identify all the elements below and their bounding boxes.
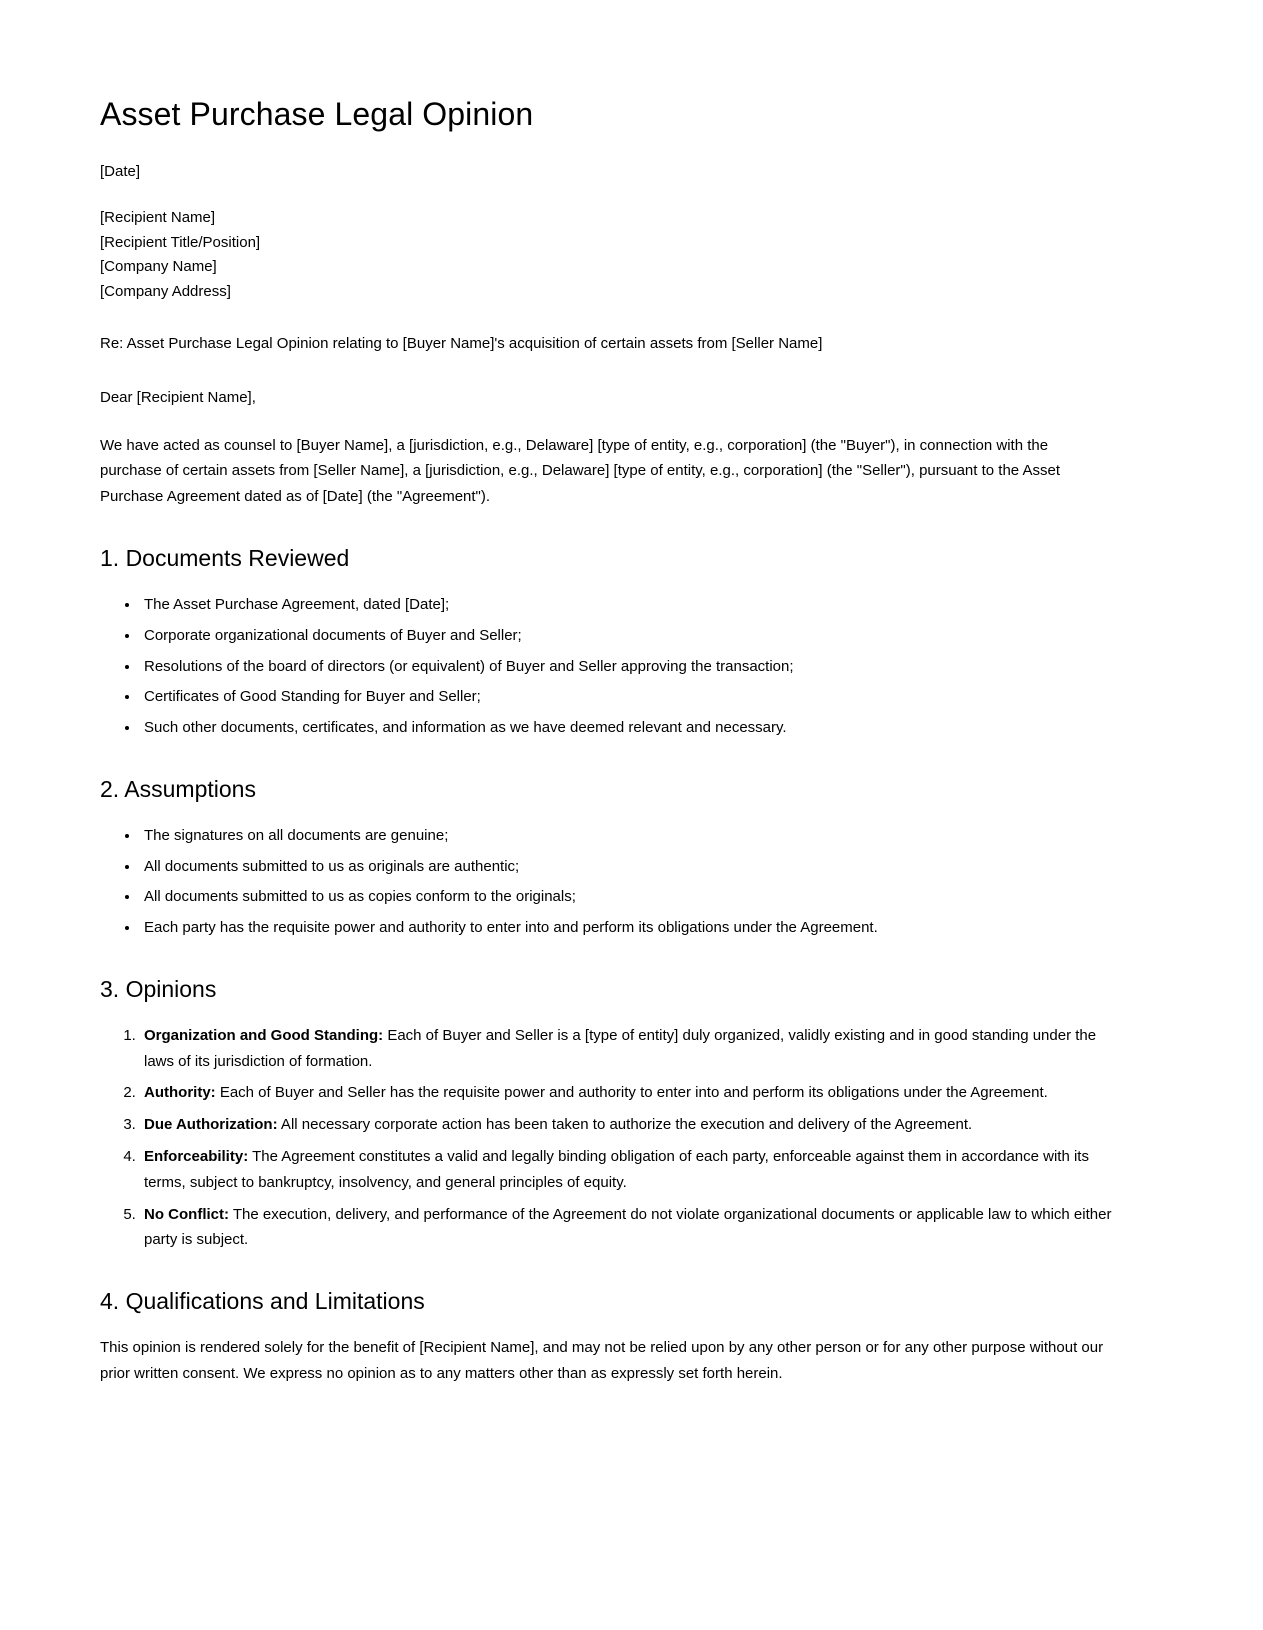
list-item: • All documents submitted to us as originals are authentic; xyxy=(140,854,1124,880)
recipient-company: [Company Name] xyxy=(100,258,217,276)
list-item: • All documents submitted to us as copies conform to the originals; xyxy=(140,884,1124,910)
list-item: • Certificates of Good Standing for Buyer and Seller; xyxy=(140,684,1124,710)
opinions-list xyxy=(100,1023,1133,1253)
list-item: • Corporate organizational documents of Buyer and Seller; xyxy=(140,623,1124,649)
opinion-text: Each of Buyer and Seller has the requisite power and authority to enter into and perform its obligations under the Agreement. xyxy=(215,1084,1048,1102)
section-heading-documents-reviewed: 1. Documents Reviewed xyxy=(100,545,350,572)
opinion-label: Due Authorization: xyxy=(144,1116,278,1134)
date-placeholder: [Date] xyxy=(100,163,141,180)
documents-reviewed-list xyxy=(100,592,1133,741)
subject-line: Re: Asset Purchase Legal Opinion relating to [Buyer Name]'s acquisition of certain assets from [Seller Name] xyxy=(100,335,823,353)
qualifications-paragraph: This opinion is rendered solely for the benefit of [Recipient Name], and may not be relied upon by any other person or for any other purpose without our prior written consent. We express no opinion as to any matters other than as expressly set forth herein. xyxy=(100,1339,1104,1382)
list-item xyxy=(140,1144,1124,1196)
opinion-text: The execution, delivery, and performance of the Agreement do not violate organizational documents or applicable law to which either party is subject. xyxy=(144,1205,1112,1249)
recipient-address-block xyxy=(100,206,1133,304)
list-item xyxy=(140,1112,1124,1138)
intro-paragraph: We have acted as counsel to [Buyer Name], a [jurisdiction, e.g., Delaware] [type of entity, e.g., corporation] (the "Buyer"), in connection with the purchase of certain assets from [Seller Name], a [jurisdiction, e.g., Delaware] [type of entity, e.g., corporation] (the "Seller"), pursuant to the Asset Purchase Agreement dated as of [Date] (the "Agreement"). xyxy=(100,436,1060,506)
section-heading-opinions: 3. Opinions xyxy=(100,975,217,1002)
salutation: Dear [Recipient Name], xyxy=(100,389,256,407)
list-item xyxy=(140,1202,1124,1254)
list-item: • Such other documents, certificates, and information as we have deemed relevant and necessary. xyxy=(140,715,1124,741)
opinion-label: Authority: xyxy=(144,1084,216,1102)
recipient-title: [Recipient Title/Position] xyxy=(100,233,261,251)
list-item: • The signatures on all documents are genuine; xyxy=(140,823,1124,849)
opinion-text: Each of Buyer and Seller is a [type of entity] duly organized, validly existing and in good standing under the laws of its jurisdiction of formation. xyxy=(144,1026,1097,1070)
recipient-name: [Recipient Name] xyxy=(100,209,216,227)
section-heading-assumptions: 2. Assumptions xyxy=(100,775,256,802)
list-item xyxy=(140,1023,1124,1075)
list-item xyxy=(140,1080,1124,1106)
opinion-label: No Conflict: xyxy=(144,1205,229,1223)
section-heading-qualifications: 4. Qualifications and Limitations xyxy=(100,1288,425,1315)
page-title: Asset Purchase Legal Opinion xyxy=(100,96,534,132)
list-item: • Resolutions of the board of directors (or equivalent) of Buyer and Seller approving the transaction; xyxy=(140,654,1124,680)
recipient-company-address: [Company Address] xyxy=(100,282,231,300)
opinion-label: Organization and Good Standing: xyxy=(144,1026,384,1044)
opinion-label: Enforceability: xyxy=(144,1148,249,1166)
list-item: • Each party has the requisite power and authority to enter into and perform its obligations under the Agreement. xyxy=(140,915,1124,941)
opinion-text: The Agreement constitutes a valid and legally binding obligation of each party, enforceable against them in accordance with its terms, subject to bankruptcy, insolvency, and general principles of equity. xyxy=(144,1148,1089,1191)
opinion-text: All necessary corporate action has been taken to authorize the execution and delivery of the Agreement. xyxy=(277,1116,973,1134)
assumptions-list xyxy=(100,823,1133,941)
list-item: • The Asset Purchase Agreement, dated [Date]; xyxy=(140,592,1124,618)
